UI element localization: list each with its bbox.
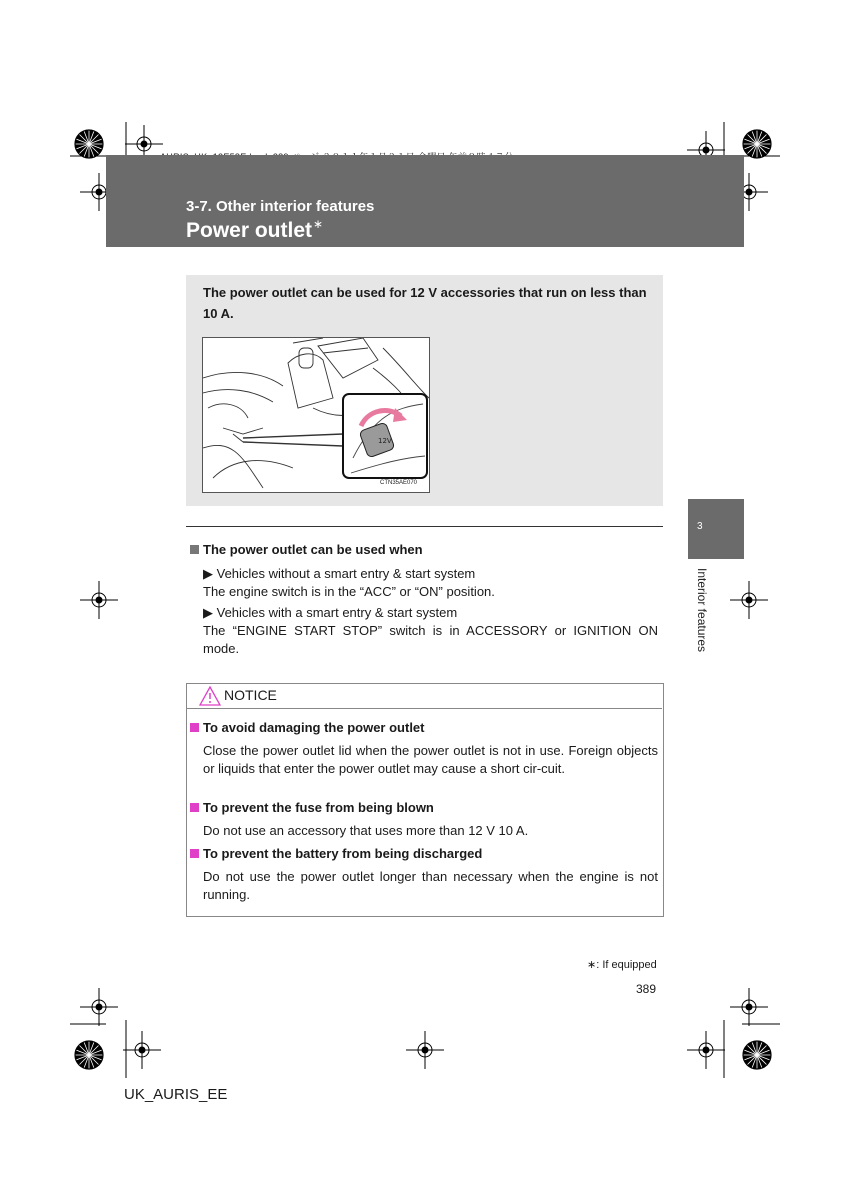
pink-bullet-icon (190, 849, 199, 858)
notice-heading-text: To prevent the battery from being discharged (203, 846, 483, 861)
usage-item-2 (203, 604, 658, 658)
figure-code: CTN35AE070 (380, 480, 418, 486)
notice-heading-text: To prevent the fuse from being blown (203, 800, 434, 815)
pink-bullet-icon (190, 723, 199, 732)
notice-label: NOTICE (224, 687, 277, 703)
equipped-mark: ∗ (313, 217, 324, 231)
page-number: 389 (636, 982, 657, 996)
condition-label: ▶ Vehicles without a smart entry & start system (203, 566, 476, 581)
pink-bullet-icon (190, 803, 199, 812)
page-title (186, 219, 323, 243)
console-drawing (203, 338, 429, 492)
notice-heading-3 (190, 846, 482, 861)
notice-heading-1 (190, 720, 425, 735)
section-rule (186, 526, 663, 527)
usage-item-1 (203, 565, 658, 601)
chapter-label (693, 568, 713, 668)
page-title-text: Power outlet (186, 219, 313, 242)
chapter-number: 3 (697, 521, 703, 532)
chapter-label-text: Interior features (695, 568, 709, 653)
notice-text-1: Close the power outlet lid when the power outlet is not in use. Foreign objects or liquids that enter the power outlet may cause a short cir-cuit. (203, 743, 658, 776)
notice-heading-text: To avoid damaging the power outlet (203, 720, 425, 735)
condition-text: The engine switch is in the “ACC” or “ON” position. (203, 584, 495, 599)
warning-triangle-icon (199, 686, 221, 706)
footer-code: UK_AURIS_EE (124, 1086, 228, 1103)
power-outlet-illustration (202, 337, 430, 493)
notice-heading-2 (190, 800, 434, 815)
svg-text:12V: 12V (378, 437, 392, 445)
condition-label: ▶ Vehicles with a smart entry & start system (203, 605, 458, 620)
condition-text: The “ENGINE START STOP” switch is in ACCESSORY or IGNITION ON mode. (203, 623, 658, 656)
section-label: 3-7. Other interior features (186, 198, 375, 215)
usage-heading-text: The power outlet can be used when (203, 542, 423, 557)
notice-text-2: Do not use an accessory that uses more than 12 V 10 A. (203, 823, 529, 838)
usage-heading (190, 542, 423, 557)
notice-text-3: Do not use the power outlet longer than necessary when the engine is not running. (203, 869, 658, 902)
footnote: ∗: If equipped (587, 959, 657, 971)
intro-text: The power outlet can be used for 12 V accessories that run on less than 10 A. (203, 285, 647, 321)
square-bullet-icon (190, 545, 199, 554)
